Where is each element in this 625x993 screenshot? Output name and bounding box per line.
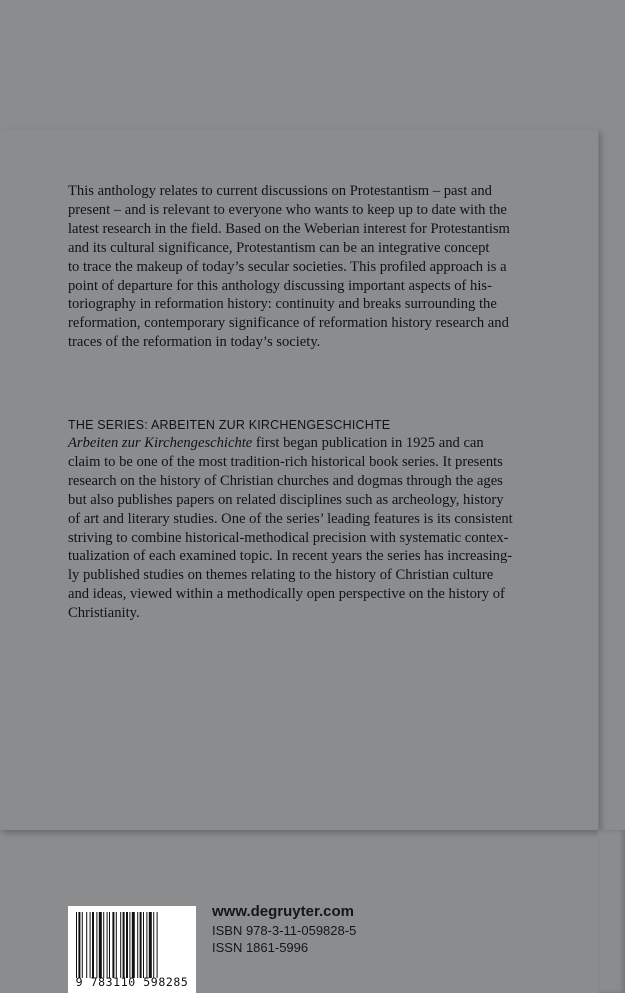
series-line: tualization of each examined topic. In recent years the series has increasing- — [68, 548, 513, 565]
barcode-bar — [137, 912, 138, 978]
series-line: research on the history of Christian churches and dogmas through the ages — [68, 472, 503, 489]
barcode-digits: 9 783110 598285 — [75, 975, 189, 989]
series-title: Arbeiten zur Kirchengeschichte — [68, 435, 253, 451]
barcode-bar — [126, 912, 128, 978]
barcode-bar — [123, 912, 125, 978]
barcode-bar — [149, 912, 152, 978]
blurb-line: and its cultural significance, Protestantism can be an integrative concept — [68, 239, 490, 256]
barcode-bar — [90, 912, 91, 978]
isbn-barcode — [68, 906, 196, 993]
barcode-bar — [107, 912, 108, 978]
series-line: and ideas, viewed within a methodically open perspective on the history of — [68, 586, 505, 603]
barcode-bar — [146, 912, 147, 978]
series-line: striving to combine historical-methodical precision with systematic contex- — [68, 529, 509, 546]
series-section — [68, 416, 538, 623]
blurb-line: reformation, contemporary significance of reformation history research and — [68, 315, 509, 332]
isbn-number: ISBN 978-3-11-059828-5 — [212, 923, 357, 938]
blurb-line: toriography in reformation history: continuity and breaks surrounding the — [68, 296, 497, 313]
barcode-bar — [103, 912, 104, 978]
barcode-bar — [86, 912, 87, 978]
barcode-bars — [76, 912, 188, 978]
blurb-line: traces of the reformation in today’s society. — [68, 334, 321, 351]
barcode-bar — [132, 912, 135, 978]
publisher-info — [212, 902, 356, 956]
barcode-bar — [82, 912, 83, 978]
barcode-bar — [112, 912, 114, 978]
cover-edge — [598, 830, 625, 993]
barcode-bar — [92, 912, 94, 978]
barcode-bar — [157, 912, 158, 978]
series-line: claim to be one of the most tradition-rich historical book series. It presents — [68, 453, 503, 470]
series-line: ly published studies on themes relating to the history of Christian culture — [68, 567, 494, 584]
blurb-text — [68, 182, 538, 352]
series-line: of art and literary studies. One of the series’ leading features is its consistent — [68, 510, 513, 527]
blurb-line: to trace the makeup of today’s secular societies. This profiled approach is a — [68, 258, 507, 275]
series-heading: THE SERIES: ARBEITEN ZUR KIRCHENGESCHICHTE — [68, 418, 391, 432]
series-line: Christianity. — [68, 605, 140, 622]
barcode-bar — [120, 912, 121, 978]
barcode-bar — [96, 912, 97, 978]
publisher-url[interactable]: www.degruyter.com — [212, 903, 354, 920]
blurb-line: point of departure for this anthology discussing important aspects of his- — [68, 277, 492, 294]
barcode-bar — [99, 912, 102, 978]
blurb-line: This anthology relates to current discussions on Protestantism – past and — [68, 183, 492, 199]
barcode-bar — [143, 912, 144, 978]
barcode-bar — [140, 912, 142, 978]
barcode-bar — [76, 912, 77, 978]
series-line: but also publishes papers on related disciplines such as archeology, history — [68, 491, 504, 508]
blurb-line: latest research in the field. Based on the Weberian interest for Protestantism — [68, 220, 510, 237]
series-first-line — [68, 434, 538, 453]
barcode-bar — [153, 912, 154, 978]
blurb-line: present – and is relevant to everyone who wants to keep up to date with the — [68, 201, 507, 218]
barcode-bar — [109, 912, 110, 978]
series-first-line-rest: first began publication in 1925 and can — [252, 435, 484, 451]
barcode-bar — [116, 912, 117, 978]
issn-number: ISSN 1861-5996 — [212, 940, 309, 955]
barcode-bar — [129, 912, 130, 978]
barcode-bar — [78, 912, 80, 978]
